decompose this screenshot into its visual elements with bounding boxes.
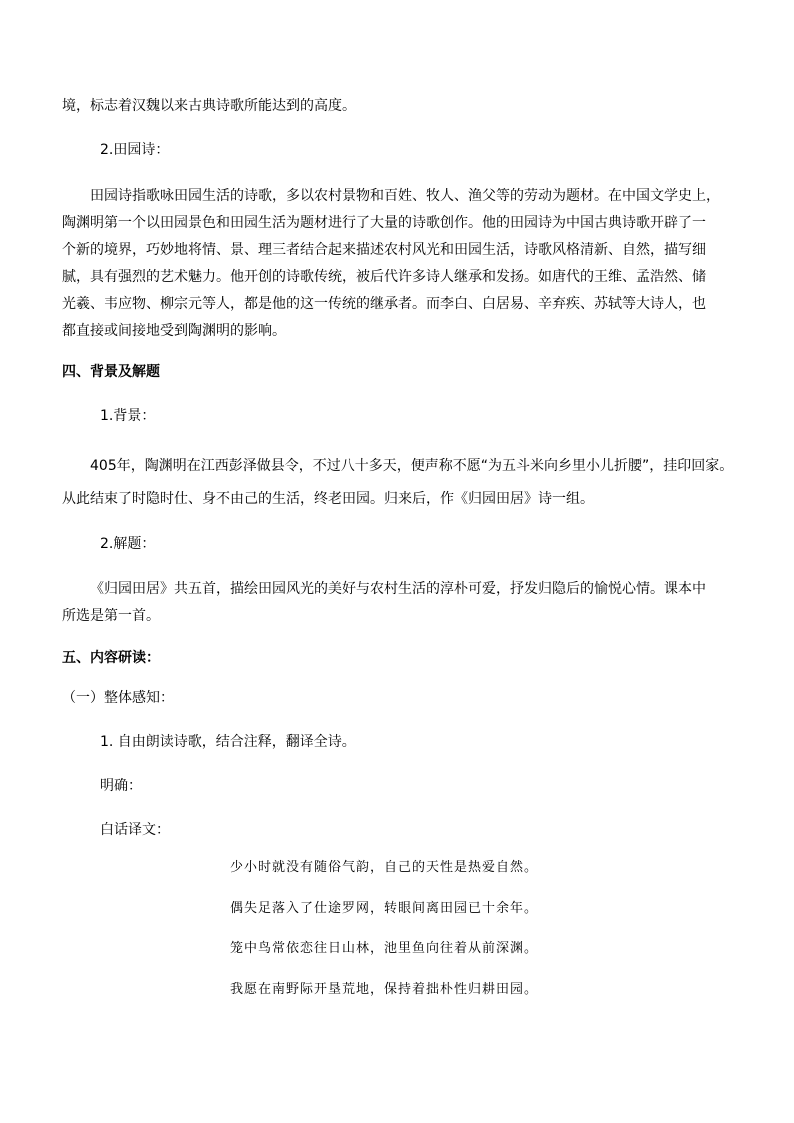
paragraph-line: 都直接或间接地受到陶渊明的影响。 [62, 323, 286, 339]
jieti-heading: 2.解题： [100, 536, 156, 552]
paragraph-line: 光羲、韦应物、柳宗元等人，都是他的这一传统的继承者。而李白、白居易、辛弃疾、苏轼等大诗人，也 [62, 296, 706, 312]
sub-heading-overview: （一）整体感知： [62, 690, 174, 706]
poem-line: 我愿在南野际开垦荒地，保持着拙朴性归耕田园。 [230, 982, 539, 997]
paragraph-line: 从此结束了时隐时仕、身不由己的生活，终老田园。归来后，作《归园田居》诗一组。 [62, 491, 594, 507]
paragraph-line: 个新的境界，巧妙地将情、景、理三者结合起来描述农村风光和田园生活，诗歌风格清新、自然，描写细 [62, 242, 706, 258]
intro-line: 境，标志着汉魏以来古典诗歌所能达到的高度。 [62, 98, 356, 114]
poem-line: 笼中鸟常依恋往日山林，池里鱼向往着从前深渊。 [230, 941, 539, 956]
poem-line: 少小时就没有随俗气韵，自己的天性是热爱自然。 [230, 860, 539, 875]
baihua-label: 白话译文： [100, 822, 170, 838]
task-line: 1. 自由朗读诗歌，结合注释，翻译全诗。 [100, 734, 356, 750]
background-heading: 1.背景： [100, 408, 156, 424]
poem-line: 偶失足落入了仕途罗网，转眼间离田园已十余年。 [230, 901, 539, 916]
paragraph-line: 所选是第一首。 [62, 608, 160, 624]
paragraph-line: 405年，陶渊明在江西彭泽做县令，不过八十多天，便声称不愿“为五斗米向乡里小儿折腰”，挂印回家。 [90, 458, 734, 474]
paragraph-line: 田园诗指歌咏田园生活的诗歌，多以农村景物和百姓、牧人、渔父等的劳动为题材。在中国文学史上， [90, 188, 720, 204]
tianyuan-heading: 2.田园诗： [100, 142, 170, 158]
section-heading-background: 四、背景及解题 [62, 364, 160, 380]
paragraph-line: 腻，具有强烈的艺术魅力。他开创的诗歌传统，被后代许多诗人继承和发扬。如唐代的王维、孟浩然、储 [62, 269, 706, 285]
mingque-label: 明确： [100, 778, 142, 794]
section-heading-content: 五、内容研读： [62, 650, 160, 666]
paragraph-line: 《归园田居》共五首，描绘田园风光的美好与农村生活的淳朴可爱，抒发归隐后的愉悦心情。课本中 [90, 581, 706, 597]
paragraph-line: 陶渊明第一个以田园景色和田园生活为题材进行了大量的诗歌创作。他的田园诗为中国古典诗歌开辟了一 [62, 215, 706, 231]
